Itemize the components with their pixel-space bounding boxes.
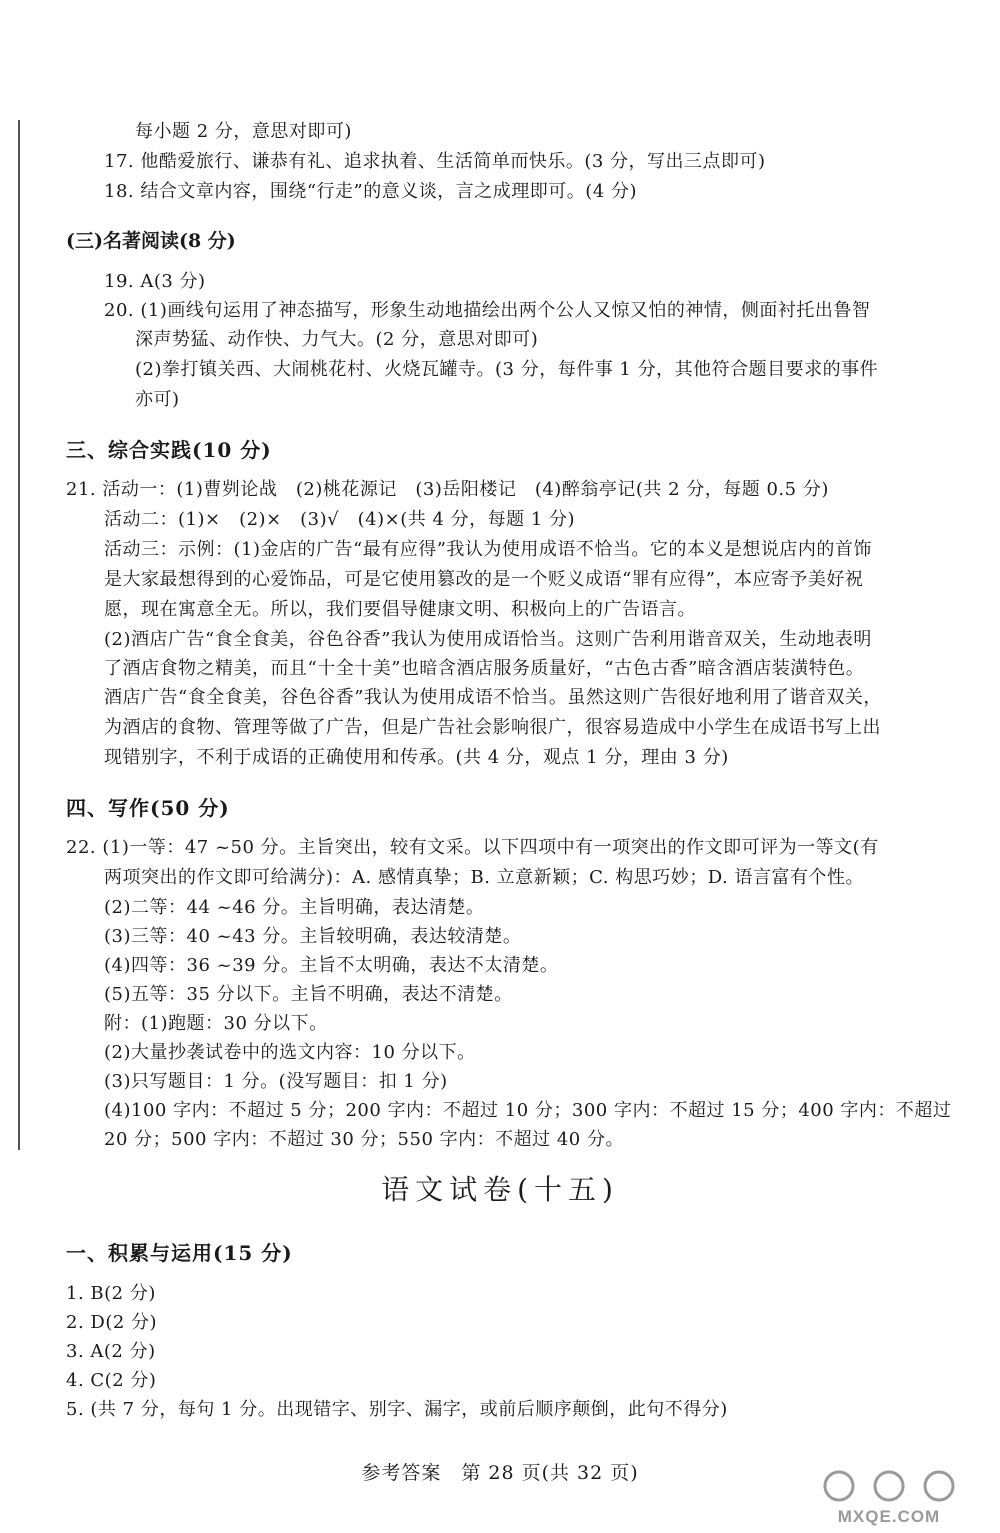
text-line: 4. C(2 分)	[66, 1370, 157, 1391]
text-line: (4)100 字内：不超过 5 分；200 字内：不超过 10 分；300 字内：不超过 15 分；400 字内：不超过	[104, 1100, 952, 1121]
text-line: 1. B(2 分)	[66, 1283, 156, 1304]
text-line: (2)大量抄袭试卷中的选文内容：10 分以下。	[104, 1042, 476, 1063]
text-line: 20 分；500 字内：不超过 30 分；550 字内：不超过 40 分。	[104, 1129, 624, 1150]
text-line: 现错别字，不利于成语的正确使用和传承。(共 4 分，观点 1 分，理由 3 分)	[104, 747, 729, 768]
text-line: 为酒店的食物、管理等做了广告，但是广告社会影响很广，很容易造成中小学生在成语书写上出	[104, 717, 881, 738]
text-line: (5)五等：35 分以下。主旨不明确，表达不清楚。	[104, 984, 513, 1005]
text-line: 了酒店食物之精美，而且“十全十美”也暗含酒店服务质量好，“古色古香”暗含酒店装潢特色。	[104, 658, 865, 679]
text-line: 19. A(3 分)	[104, 271, 206, 292]
section-heading: 四、写作(50 分)	[66, 796, 230, 820]
text-line: 17. 他酷爱旅行、谦恭有礼、追求执着、生活简单而快乐。(3 分，写出三点即可)	[104, 151, 766, 172]
text-line: 是大家最想得到的心爱饰品，可是它使用篡改的是一个贬义成语“罪有应得”，本应寄予美好祝	[104, 569, 864, 590]
text-line: 附：(1)跑题：30 分以下。	[104, 1013, 328, 1034]
text-line: 愿，现在寓意全无。所以，我们要倡导健康文明、积极向上的广告语言。	[104, 599, 696, 620]
text-line: (4)四等：36 ~39 分。主旨不太明确，表达不太清楚。	[104, 955, 559, 976]
text-line: 亦可)	[135, 389, 180, 410]
text-line: 18. 结合文章内容，围绕“行走”的意义谈，言之成理即可。(4 分)	[104, 181, 637, 202]
watermark-logo	[794, 1466, 984, 1528]
text-line: (3)只写题目：1 分。(没写题目：扣 1 分)	[104, 1071, 448, 1092]
text-line: 22. (1)一等：47 ~50 分。主旨突出，较有文采。以下四项中有一项突出的作文即可评为一等文(有	[66, 837, 879, 858]
text-line: 深声势猛、动作快、力气大。(2 分，意思对即可)	[135, 329, 539, 350]
text-line: 每小题 2 分，意思对即可)	[135, 121, 352, 142]
text-line: 20. (1)画线句运用了神态描写，形象生动地描绘出两个公人又惊又怕的神情，侧面衬托出鲁智	[104, 300, 871, 321]
paper-title: 语文试卷(十五)	[381, 1173, 619, 1206]
text-line: 5. (共 7 分，每句 1 分。出现错字、别字、漏字，或前后顺序颠倒，此句不得分)	[66, 1399, 728, 1420]
page-footer: 参考答案 第 28 页(共 32 页)	[361, 1462, 639, 1484]
watermark-logo-icon	[825, 1472, 953, 1500]
section-heading: 一、积累与运用(15 分)	[66, 1241, 293, 1265]
text-line: 活动三：示例：(1)金店的广告“最有应得”我认为使用成语不恰当。它的本义是想说店内的首饰	[104, 539, 872, 560]
watermark-text: MXQE.COM	[837, 1507, 941, 1526]
section-heading: 三、综合实践(10 分)	[66, 438, 272, 462]
text-line: (2)酒店广告“食全食美，谷色谷香”我认为使用成语恰当。这则广告利用谐音双关，生动地表明	[104, 629, 872, 650]
binding-margin-line	[18, 120, 20, 1150]
text-line: 2. D(2 分)	[66, 1312, 158, 1333]
text-line: 3. A(2 分)	[66, 1341, 156, 1362]
text-line: 酒店广告“食全食美，谷色谷香”我认为使用成语不恰当。虽然这则广告很好地利用了谐音双关，	[104, 687, 882, 708]
text-line: 两项突出的作文即可给满分)：A. 感情真挚；B. 立意新颖；C. 构思巧妙；D. 语言富有个性。	[104, 867, 864, 888]
text-line: (3)三等：40 ~43 分。主旨较明确，表达较清楚。	[104, 926, 522, 947]
text-line: 活动二：(1)× (2)× (3)√ (4)×(共 4 分，每题 1 分)	[104, 509, 576, 530]
text-line: 21. 活动一：(1)曹刿论战 (2)桃花源记 (3)岳阳楼记 (4)醉翁亭记(共 2 分，每题 0.5 分)	[66, 479, 829, 500]
text-line: (2)拳打镇关西、大闹桃花村、火烧瓦罐寺。(3 分，每件事 1 分，其他符合题目要求的事件	[135, 359, 879, 380]
text-line: (2)二等：44 ~46 分。主旨明确，表达清楚。	[104, 897, 485, 918]
section-heading: (三)名著阅读(8 分)	[66, 230, 236, 252]
